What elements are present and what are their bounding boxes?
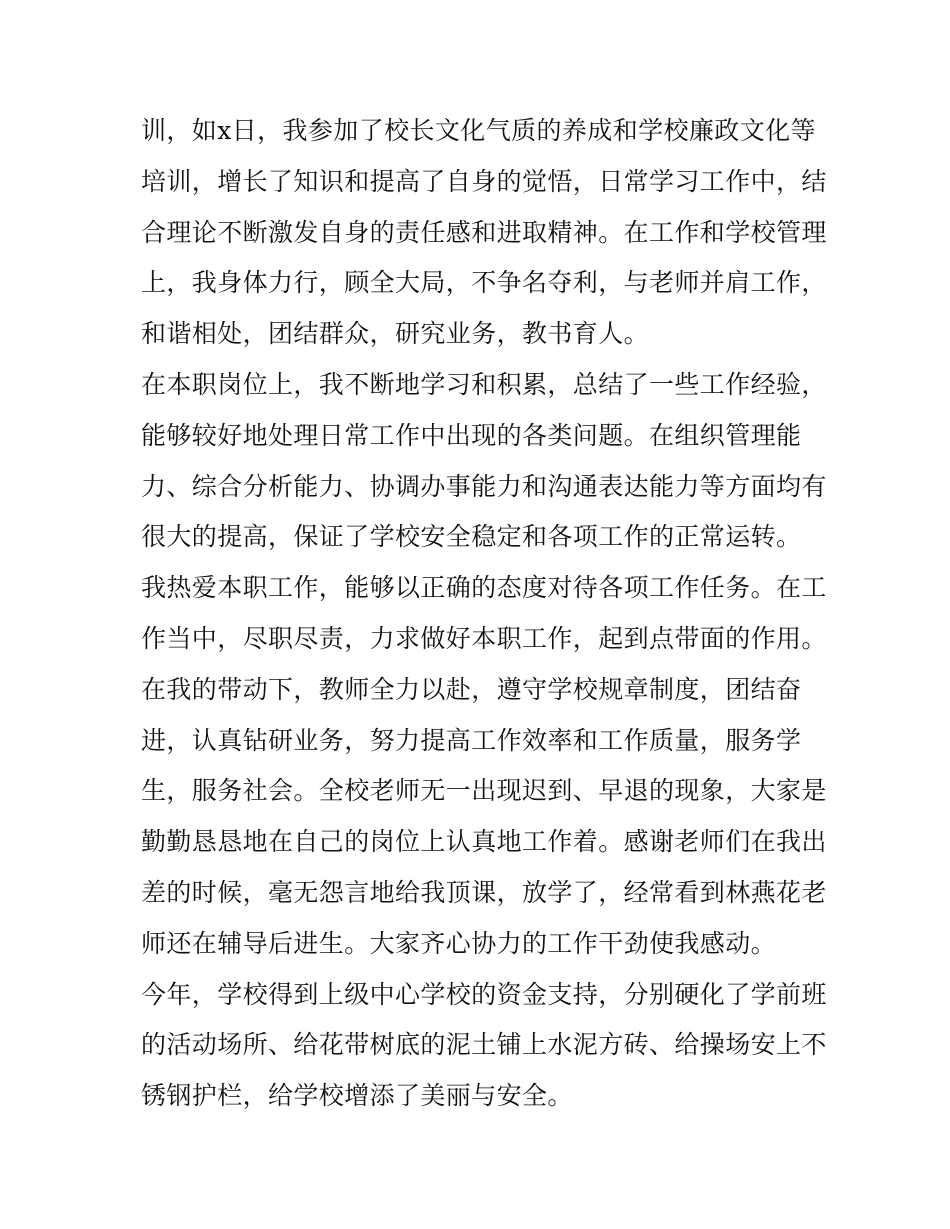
text-line: 培训，增长了知识和提高了自身的觉悟，日常学习工作中，结 (141, 166, 827, 196)
text-line: 锈钢护栏，给学校增添了美丽与安全。 (141, 1081, 573, 1111)
text-line: 今年，学校得到上级中心学校的资金支持，分别硬化了学前班 (141, 979, 827, 1009)
text-line: 差的时候，毫无怨言地给我顶课，放学了，经常看到林燕花老 (141, 877, 827, 907)
text-line: 力、综合分析能力、协调办事能力和沟通表达能力等方面均有 (141, 471, 827, 501)
text-line: 进，认真钻研业务，努力提高工作效率和工作质量，服务学 (141, 725, 802, 755)
paragraph (141, 970, 827, 1122)
text-line: 作当中，尽职尽责，力求做好本职工作，起到点带面的作用。 (141, 623, 827, 653)
text-line: 师还在辅导后进生。大家齐心协力的工作干劲使我感动。 (141, 928, 777, 958)
text-line: 的活动场所、给花带树底的泥土铺上水泥方砖、给操场安上不 (141, 1030, 827, 1060)
text-line: 上，我身体力行，顾全大局，不争名夺利，与老师并肩工作， (141, 268, 827, 298)
text-line: 训，如x日，我参加了校长文化气质的养成和学校廉政文化等 (141, 116, 816, 145)
text-line: 在本职岗位上，我不断地学习和积累，总结了一些工作经验， (141, 369, 827, 399)
text-line: 在我的带动下，教师全力以赴，遵守学校规章制度，团结奋 (141, 674, 802, 704)
text-line: 生，服务社会。全校老师无一出现迟到、早退的现象，大家是 (141, 776, 827, 806)
text-line: 和谐相处，团结群众，研究业务，教书育人。 (141, 319, 650, 349)
paragraph (141, 360, 827, 563)
body-text (141, 106, 827, 1122)
text-line: 我热爱本职工作，能够以正确的态度对待各项工作任务。在工 (141, 573, 827, 603)
text-line: 勤勤恳恳地在自己的岗位上认真地工作着。感谢老师们在我出 (141, 827, 827, 857)
text-line: 能够较好地处理日常工作中出现的各类问题。在组织管理能 (141, 420, 802, 450)
paragraph (141, 563, 827, 969)
text-line: 合理论不断激发自身的责任感和进取精神。在工作和学校管理 (141, 217, 827, 247)
paragraph (141, 106, 827, 360)
text-line: 很大的提高，保证了学校安全稳定和各项工作的正常运转。 (141, 522, 802, 552)
